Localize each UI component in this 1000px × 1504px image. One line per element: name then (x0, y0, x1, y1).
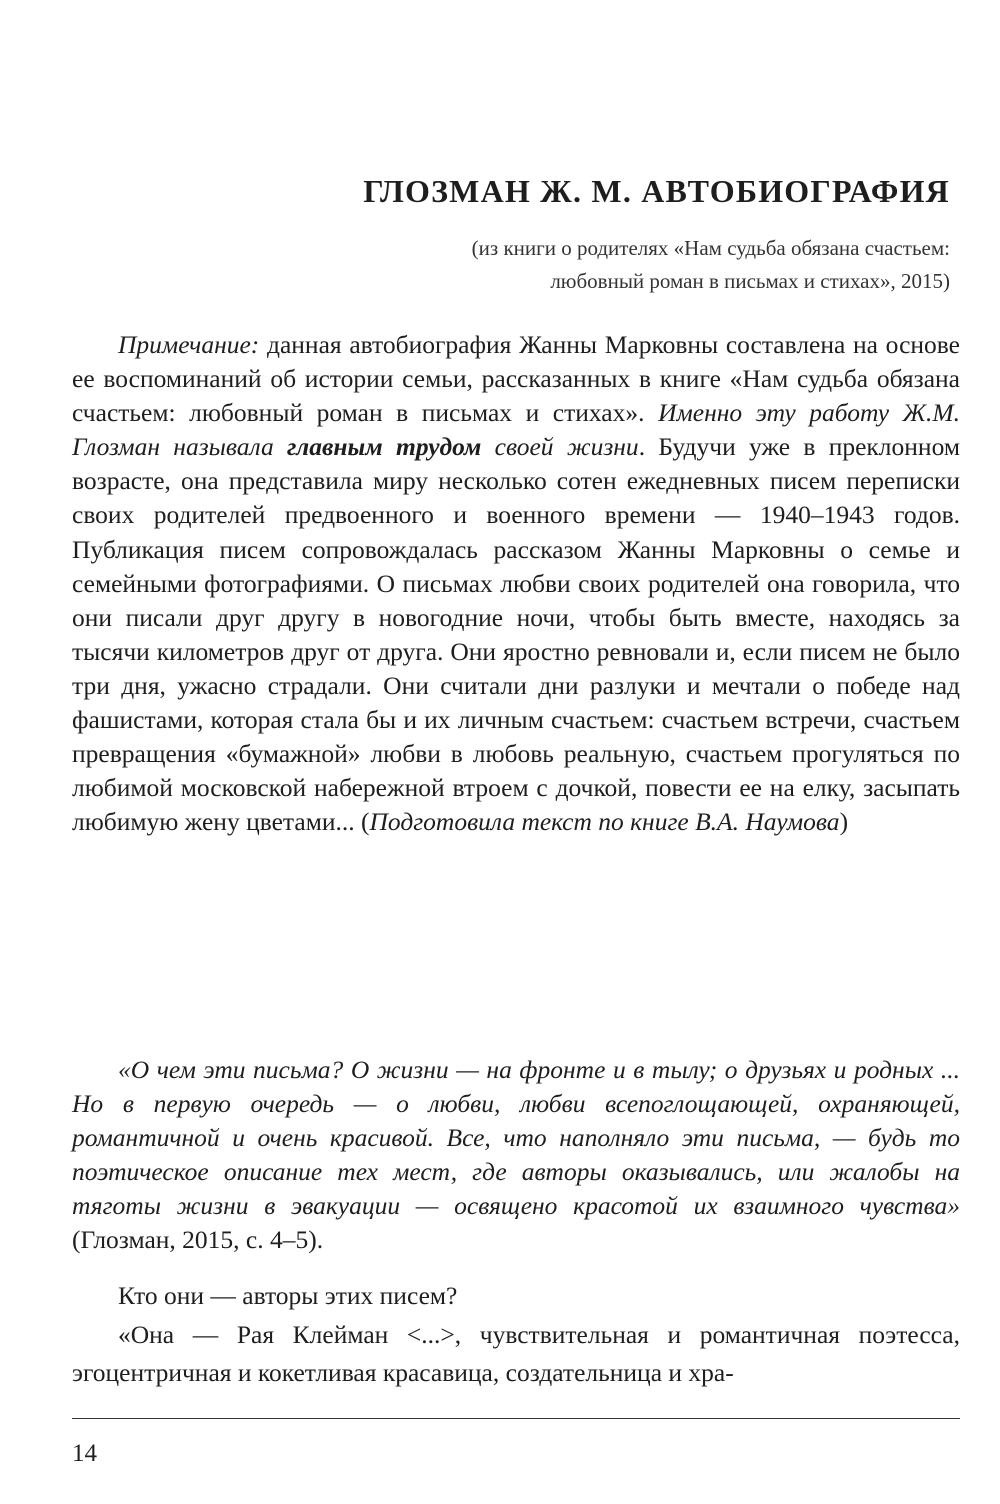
note-label: Примечание: (118, 330, 260, 359)
page-number: 14 (72, 1440, 97, 1467)
note-text-3: ) (839, 807, 849, 837)
subtitle-line-2: любовный роман в письмах и стихах», 2015) (550, 269, 950, 293)
chapter-subtitle (472, 232, 950, 298)
chapter-title: ГЛОЗМАН Ж. М. АВТОБИОГРАФИЯ (363, 173, 950, 209)
note-paragraph (72, 328, 960, 839)
quote-citation: (Глозман, 2015, с. 4–5). (72, 1225, 324, 1255)
quote-text: «О чем эти письма? О жизни — на фронте и в тылу; о друзьях и родных ... Но в первую очередь — о любви, любви всепоглощающей, охраняющей, романтичной и очень красивой. Все, что наполняло эти письма, — будь то поэтическое описание тех мест, где авторы оказывались, или жалобы на тяготы жизни в эвакуации — освящено красотой их взаимного чувства» (72, 1055, 960, 1221)
note-italic-2: своей жизни (481, 432, 639, 462)
quote-paragraph (72, 1053, 960, 1258)
question-paragraph: Кто они — авторы этих писем? (118, 1281, 458, 1310)
note-credit: Подготовила текст по книге В.А. Наумова (369, 807, 840, 837)
note-text-2: . Будучи уже в преклонном возрасте, она представила миру несколько сотен ежедневных писем переписки своих родителей предвоенного и военного времени — 1940–1943 годов. Публикация писем сопровождалась рассказом Жанны Марковны о семье и семейными фотографиями. О письмах любви своих родителей она говорила, что они писали друг другу в новогодние ночи, чтобы быть вместе, находясь за тысячи километров друг от друга. Они яростно ревновали и, если писем не было три дня, ужасно страдали. Они считали дни разлуки и мечтали о победе над фашистами, которая стала бы и их личным счастьем: счастьем встречи, счастьем превращения «бумажной» любви в любовь реальную, счастьем прогуляться по любимой московской набережной втроем с дочкой, повести ее на елку, засыпать любимую жену цветами... ( (72, 432, 960, 837)
intro-paragraph: «Она — Рая Клейман <...>, чувствительная и романтичная поэтесса, эгоцентричная и кокетливая красавица, создательница и хра- (72, 1320, 960, 1387)
note-text-1: данная автобиография Жанны Марковны составлена на основе ее воспоминаний об истории семьи, рассказанных в книге «Нам судьба обязана счастьем: любовный роман в письмах и стихах». (72, 330, 960, 428)
book-page (72, 0, 960, 1504)
footer-rule (72, 1418, 960, 1419)
note-bold-italic: главным трудом (287, 432, 482, 462)
subtitle-line-1: (из книги о родителях «Нам судьба обязана счастьем: (471, 236, 950, 260)
note-italic-1: Именно эту работу Ж.М. Глозман называла (72, 398, 960, 462)
